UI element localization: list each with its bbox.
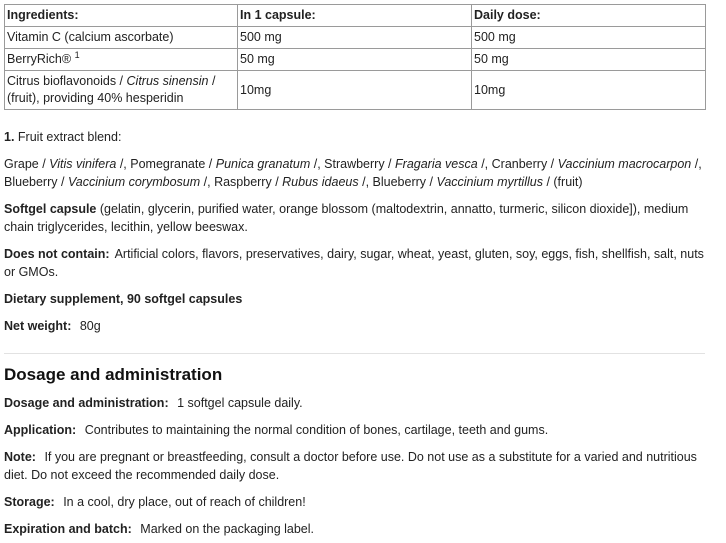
table-header-row	[5, 5, 706, 27]
table-row	[5, 49, 706, 71]
fruit-separator: /,	[119, 157, 131, 171]
ingredient-capsule-amount: 10mg	[238, 71, 472, 110]
softgel-text: (gelatin, glycerin, purified water, orange blossom (maltodextrin, annatto, turmeric, silicon dioxide]), medium chain triglycerides, lecithin, yellow beeswax.	[4, 202, 689, 234]
fruit-common-name: Blueberry /	[372, 175, 433, 189]
ingredient-name-part: / (fruit), providing 40% hesperidin	[7, 74, 216, 105]
fruit-separator: /,	[203, 175, 215, 189]
note-label: Note:	[4, 450, 36, 464]
note-info	[4, 448, 710, 484]
header-daily-dose: Daily dose:	[472, 5, 706, 27]
ingredient-daily-amount: 500 mg	[472, 27, 706, 49]
not-contain-label: Does not contain:	[4, 247, 110, 261]
header-ingredients: Ingredients:	[5, 5, 238, 27]
supplement-info	[4, 290, 710, 308]
footnote-text: Fruit extract blend:	[17, 130, 122, 144]
ingredient-capsule-amount: 50 mg	[238, 49, 472, 71]
not-contain-info	[4, 245, 710, 281]
supplement-label: Dietary supplement, 90 softgel capsules	[4, 292, 243, 306]
ingredient-name	[5, 49, 238, 71]
ingredient-latin-name: Citrus sinensin	[126, 74, 209, 88]
fruit-latin-name: Fragaria vesca	[395, 157, 478, 171]
fruit-list	[4, 155, 710, 191]
storage-info	[4, 493, 710, 511]
net-weight-info	[4, 317, 710, 335]
fruit-separator: /,	[694, 157, 702, 171]
fruit-latin-name: Vitis vinifera	[49, 157, 117, 171]
fruit-common-name: Pomegranate /	[130, 157, 213, 171]
fruit-latin-name: Vaccinium myrtillus	[436, 175, 543, 189]
softgel-info	[4, 200, 710, 236]
storage-text: In a cool, dry place, out of reach of children!	[63, 495, 306, 509]
section-title: Dosage and administration	[4, 365, 223, 384]
footnote	[4, 128, 710, 146]
ingredient-capsule-amount: 500 mg	[238, 27, 472, 49]
fruit-separator: /,	[481, 157, 492, 171]
application-text: Contributes to maintaining the normal condition of bones, cartilage, teeth and gums.	[84, 423, 549, 437]
ingredient-name-part: Citrus bioflavonoids /	[7, 74, 124, 88]
fruit-latin-name: Punica granatum	[215, 157, 311, 171]
dosage-text: 1 softgel capsule daily.	[177, 396, 303, 410]
fruit-separator: /,	[362, 175, 373, 189]
expiration-info	[4, 520, 710, 538]
footnote-marker: 1	[74, 49, 80, 60]
fruit-common-name: Cranberry /	[491, 157, 555, 171]
net-weight-label: Net weight:	[4, 319, 72, 333]
fruit-separator: / (fruit)	[546, 175, 583, 189]
table-row	[5, 27, 706, 49]
storage-label: Storage:	[4, 495, 55, 509]
ingredient-name-text: BerryRich®	[7, 52, 72, 66]
fruit-latin-name: Rubus idaeus	[282, 175, 359, 189]
ingredients-table	[4, 4, 706, 110]
section-divider	[4, 353, 705, 354]
application-label: Application:	[4, 423, 77, 437]
fruit-common-name: Strawberry /	[324, 157, 392, 171]
dosage-info	[4, 394, 710, 412]
fruit-common-name: Blueberry /	[4, 175, 65, 189]
header-in-1-capsule: In 1 capsule:	[238, 5, 472, 27]
not-contain-text: Artificial colors, flavors, preservatives, dairy, sugar, wheat, yeast, gluten, soy, eggs, fish, shellfish, salt, nuts or GMOs.	[4, 247, 704, 279]
expiration-text: Marked on the packaging label.	[140, 522, 315, 536]
expiration-label: Expiration and batch:	[4, 522, 132, 536]
application-info	[4, 421, 710, 439]
fruit-common-name: Raspberry /	[214, 175, 279, 189]
ingredient-daily-amount: 50 mg	[472, 49, 706, 71]
fruit-latin-name: Vaccinium macrocarpon	[557, 157, 692, 171]
ingredient-daily-amount: 10mg	[472, 71, 706, 110]
fruit-latin-name: Vaccinium corymbosum	[67, 175, 201, 189]
table-row	[5, 71, 706, 110]
fruit-common-name: Grape /	[4, 157, 46, 171]
softgel-label: Softgel capsule	[4, 202, 97, 216]
fruit-separator: /,	[313, 157, 325, 171]
net-weight-value: 80g	[79, 319, 101, 333]
footnote-number: 1.	[4, 130, 15, 144]
ingredient-name: Vitamin C (calcium ascorbate)	[5, 27, 238, 49]
note-text: If you are pregnant or breastfeeding, consult a doctor before use. Do not use as a substitute for a varied and nutritious diet. Do not exceed the recommended daily dose.	[4, 450, 697, 482]
dosage-label: Dosage and administration:	[4, 396, 169, 410]
ingredient-name	[5, 71, 238, 110]
